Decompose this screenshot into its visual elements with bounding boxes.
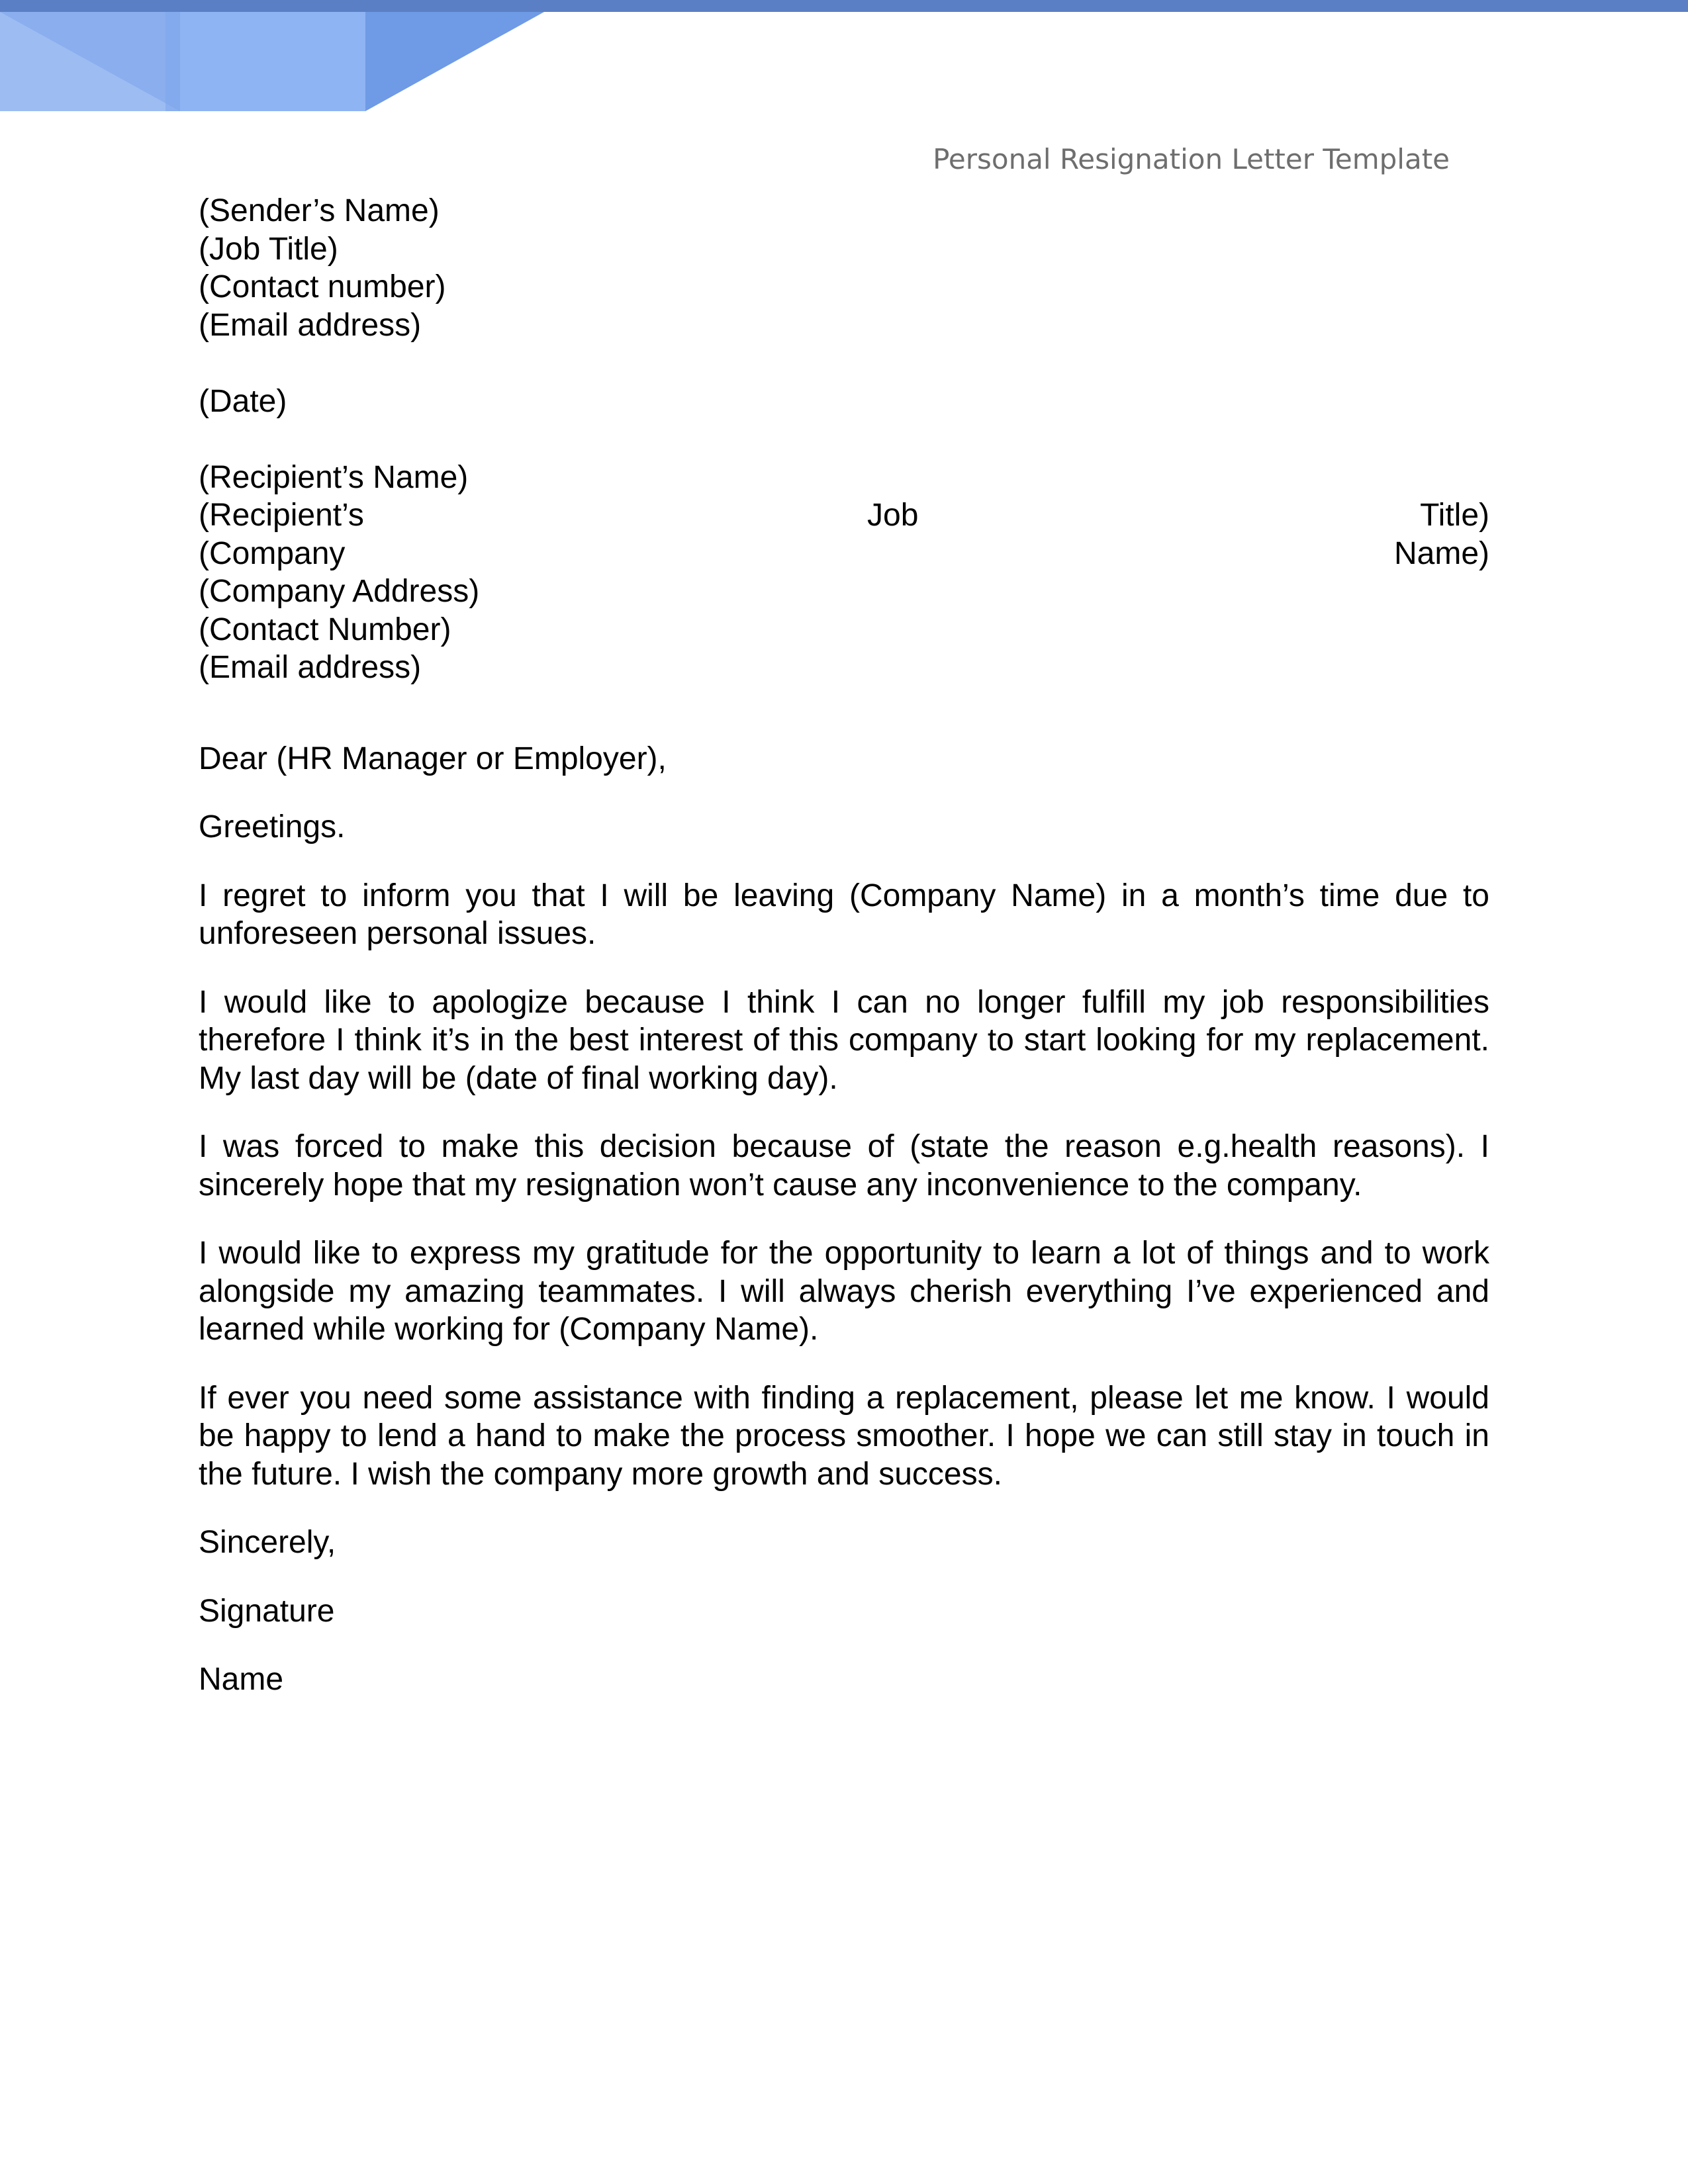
recipient-contact: (Contact Number) <box>199 612 451 647</box>
letter-body <box>199 192 1489 1729</box>
recipient-company <box>199 535 1489 573</box>
sender-block <box>199 192 1489 344</box>
sender-job-title: (Job Title) <box>199 231 338 267</box>
header-shape-light <box>180 12 365 111</box>
recipient-block <box>199 459 1489 687</box>
recipient-company-part2: Name) <box>1393 535 1489 571</box>
closing: Sincerely, <box>199 1525 336 1560</box>
recipient-company-part1: (Company <box>199 535 346 571</box>
paragraph-4: I would like to express my gratitude for the opportunity to learn a lot of things and to work alongside my amazing teammates. I will always cherish everything I’ve experienced and learned while working for (Company Name). <box>199 1236 1489 1347</box>
recipient-address: (Company Address) <box>199 574 480 609</box>
recipient-job-title-part3: Title) <box>1420 498 1489 533</box>
header-shape-shadow <box>165 12 180 111</box>
recipient-job-title-part2: Job <box>867 498 919 533</box>
name-line: Name <box>199 1662 284 1697</box>
signature-line: Signature <box>199 1593 335 1629</box>
recipient-job-title <box>199 496 1489 535</box>
header-top-bar <box>0 0 1688 12</box>
greeting: Greetings. <box>199 809 346 844</box>
sender-contact: (Contact number) <box>199 269 446 304</box>
letter-date: (Date) <box>199 383 287 419</box>
document-header-title: Personal Resignation Letter Template <box>933 143 1450 175</box>
paragraph-1: I regret to inform you that I will be leaving (Company Name) in a month’s time due to unforeseen personal issues. <box>199 878 1489 951</box>
paragraph-3: I was forced to make this decision because of (state the reason e.g.health reasons). I sincerely hope that my resignation won’t cause any inconvenience to the company. <box>199 1129 1489 1203</box>
recipient-name: (Recipient’s Name) <box>199 459 469 495</box>
header-shape-mid <box>365 12 544 111</box>
recipient-email: (Email address) <box>199 650 422 685</box>
paragraph-5: If ever you need some assistance with finding a replacement, please let me know. I would be happy to lend a hand to make the process smoother. I hope we can still stay in touch in the future. I wish the company more growth and success. <box>199 1380 1489 1492</box>
recipient-job-title-part1: (Recipient’s <box>199 498 364 533</box>
header-decoration <box>0 0 1688 119</box>
sender-email: (Email address) <box>199 307 422 343</box>
sender-name: (Sender’s Name) <box>199 193 440 228</box>
paragraph-2: I would like to apologize because I think I can no longer fulfill my job responsibilities therefore I think it’s in the best interest of this company to start looking for my replacement. My last day will be (date of final working day). <box>199 984 1489 1096</box>
salutation: Dear (HR Manager or Employer), <box>199 741 667 776</box>
